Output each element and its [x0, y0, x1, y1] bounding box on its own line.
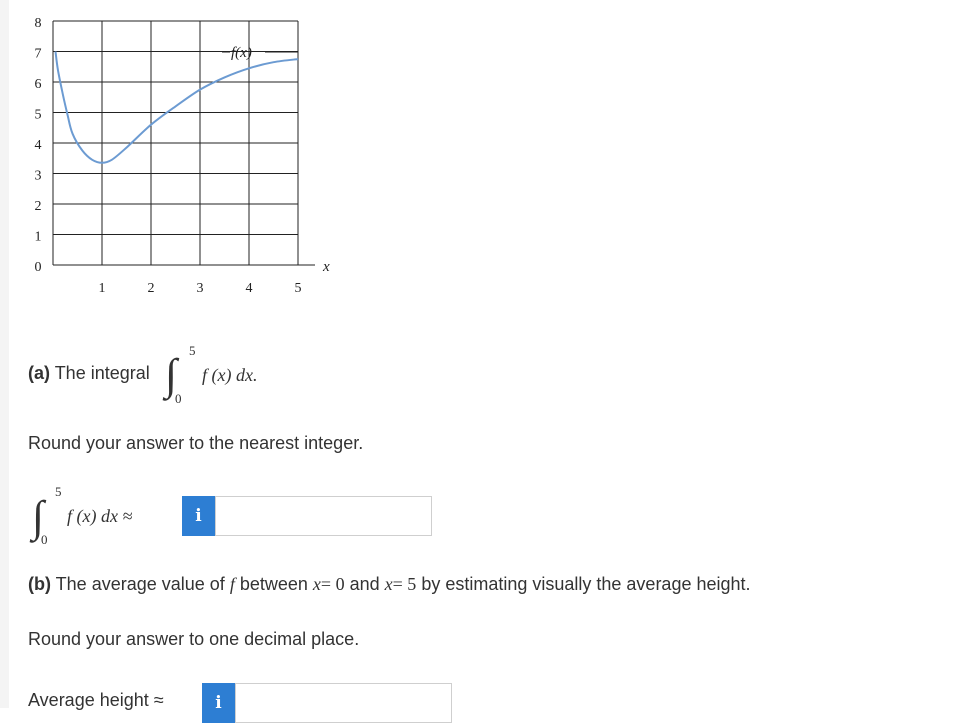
part-a-round-instruction: Round your answer to the nearest integer.	[28, 433, 364, 453]
function-graph	[0, 0, 340, 300]
answer-integrand-text: f (x) dx ≈	[67, 506, 133, 526]
y-tick-label: 7	[34, 46, 42, 62]
x-tick-label: 4	[245, 281, 253, 296]
y-tick-label: 1	[34, 229, 42, 245]
integral-lower-limit: 0	[175, 391, 182, 406]
y-tick-label: 0	[34, 260, 42, 275]
average-height-label: Average height ≈	[28, 690, 164, 710]
part-a-text: The integral	[54, 363, 150, 383]
part-b-text-3: and	[349, 574, 380, 594]
part-b-text-2: between	[239, 574, 308, 594]
y-axis-ticks	[35, 16, 42, 275]
part-b-f: f	[229, 574, 235, 594]
part-b-x2: x	[384, 574, 393, 594]
x-tick-label: 5	[294, 281, 302, 296]
x-tick-label: 2	[147, 281, 155, 296]
answer-integral-upper-limit: 5	[55, 484, 62, 499]
part-b-round-instruction: Round your answer to one decimal place.	[28, 629, 360, 649]
y-tick-label: 2	[34, 199, 42, 214]
part-a-prompt	[28, 363, 150, 384]
part-b-eq1: = 0	[320, 574, 345, 594]
curve-label: f(x)	[231, 45, 252, 61]
part-b-label: (b)	[28, 574, 51, 594]
answer-integral-lower-limit: 0	[41, 532, 48, 547]
part-b-prompt	[28, 574, 751, 595]
integrand-text: f (x) dx.	[202, 365, 258, 385]
integral-upper-limit: 5	[189, 343, 196, 358]
y-tick-label: 6	[34, 77, 42, 92]
x-tick-label: 1	[98, 281, 106, 296]
y-tick-label: 8	[34, 16, 42, 31]
x-axis-label: x	[323, 259, 330, 275]
answer-input-a[interactable]	[215, 496, 432, 536]
integral-sign: ∫	[165, 350, 178, 399]
part-b-text-1: The average value of	[55, 574, 225, 594]
y-tick-label: 3	[34, 168, 42, 184]
part-b-text-4: by estimating visually the average height.	[421, 574, 751, 594]
info-button-b[interactable]: i	[202, 683, 235, 723]
integrand	[202, 365, 257, 386]
answer-integral-sign: ∫	[32, 492, 45, 541]
x-axis-ticks	[99, 281, 302, 296]
curve-f	[56, 52, 299, 163]
info-button-a[interactable]: i	[182, 496, 215, 536]
answer-input-b[interactable]	[235, 683, 452, 723]
answer-integrand	[67, 506, 132, 527]
graph-grid	[53, 21, 298, 265]
part-a-label: (a)	[28, 363, 50, 383]
y-tick-label: 5	[34, 107, 42, 123]
part-b-eq2: = 5	[392, 574, 417, 594]
y-tick-label: 4	[34, 138, 42, 153]
x-tick-label: 3	[196, 281, 204, 296]
part-b-x1: x	[312, 574, 321, 594]
